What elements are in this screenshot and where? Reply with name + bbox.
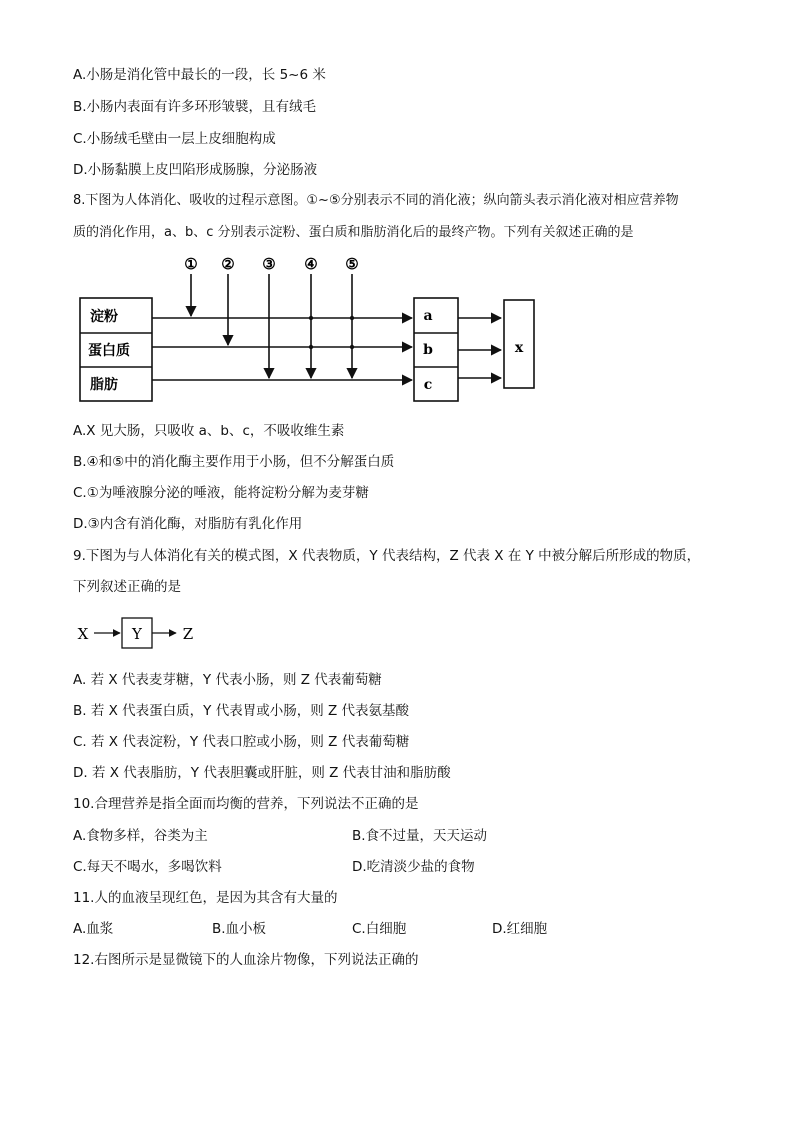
q9-option-c: C. 若 X 代表淀粉，Y 代表口腔或小肠，则 Z 代表葡萄糖	[73, 734, 410, 750]
q10-option-a: A.食物多样，谷类为主	[73, 828, 208, 844]
q9-stem-line1: 9.下图为与人体消化有关的模式图，X 代表物质，Y 代表结构，Z 代表 X 在 Y 中被分解后所形成的物质，	[73, 548, 701, 564]
q9-option-d: D. 若 X 代表脂肪，Y 代表胆囊或肝脏，则 Z 代表甘油和脂肪酸	[73, 765, 451, 781]
juice-label-3: ③	[262, 255, 276, 273]
juice-label-2: ②	[221, 255, 235, 273]
product-c: c	[423, 377, 433, 393]
q12-stem: 12.右图所示是显微镜下的人血涂片物像，下列说法正确的	[73, 952, 419, 968]
q8-option-d: D.③内含有消化酶，对脂肪有乳化作用	[73, 516, 303, 532]
model-y: Y	[132, 625, 142, 643]
organ-x: x	[514, 340, 524, 356]
nutrient-fat: 脂肪	[90, 377, 118, 393]
q10-stem: 10.合理营养是指全面而均衡的营养，下列说法不正确的是	[73, 796, 419, 812]
q11-option-a: A.血浆	[73, 921, 114, 937]
digestion-diagram	[70, 250, 550, 410]
q9-option-a: A. 若 X 代表麦芽糖，Y 代表小肠，则 Z 代表葡萄糖	[73, 672, 382, 688]
q8-stem-line1: 8.下图为人体消化、吸收的过程示意图。①~⑤分别表示不同的消化液；纵向箭头表示消化液对相应营养物	[73, 193, 679, 208]
product-b: b	[423, 342, 433, 358]
q9-stem-line2: 下列叙述正确的是	[73, 579, 181, 595]
q11-option-c: C.白细胞	[352, 921, 407, 937]
nutrient-starch: 淀粉	[90, 309, 118, 325]
juice-label-5: ⑤	[345, 255, 359, 273]
q8-option-a: A.X 见大肠，只吸收 a、b、c，不吸收维生素	[73, 423, 345, 439]
nutrient-protein: 蛋白质	[88, 343, 130, 359]
q10-option-d: D.吃清淡少盐的食物	[352, 859, 475, 875]
q7-option-a: A.小肠是消化管中最长的一段，长 5~6 米	[73, 67, 326, 83]
q8-option-c: C.①为唾液腺分泌的唾液，能将淀粉分解为麦芽糖	[73, 485, 369, 501]
q9-option-b: B. 若 X 代表蛋白质，Y 代表胃或小肠，则 Z 代表氨基酸	[73, 703, 410, 719]
juice-label-1: ①	[184, 255, 198, 273]
q11-option-b: B.血小板	[212, 921, 267, 937]
product-a: a	[423, 308, 433, 324]
model-z: Z	[182, 625, 194, 643]
q11-option-d: D.红细胞	[492, 921, 548, 937]
q8-option-b: B.④和⑤中的消化酶主要作用于小肠，但不分解蛋白质	[73, 454, 395, 470]
q7-option-b: B.小肠内表面有许多环形皱襞，且有绒毛	[73, 99, 317, 115]
q7-option-d: D.小肠黏膜上皮凹陷形成肠腺，分泌肠液	[73, 162, 318, 178]
q11-stem: 11.人的血液呈现红色，是因为其含有大量的	[73, 890, 338, 906]
juice-label-4: ④	[304, 255, 318, 273]
q10-option-b: B.食不过量，天天运动	[352, 828, 488, 844]
q8-stem-line2: 质的消化作用，a、b、c 分别表示淀粉、蛋白质和脂肪消化后的最终产物。下列有关叙述正确的是	[73, 225, 634, 240]
q10-option-c: C.每天不喝水，多喝饮料	[73, 859, 222, 875]
q7-option-c: C.小肠绒毛壁由一层上皮细胞构成	[73, 131, 276, 147]
model-x: X	[77, 625, 89, 643]
xyz-model-diagram	[72, 614, 202, 654]
